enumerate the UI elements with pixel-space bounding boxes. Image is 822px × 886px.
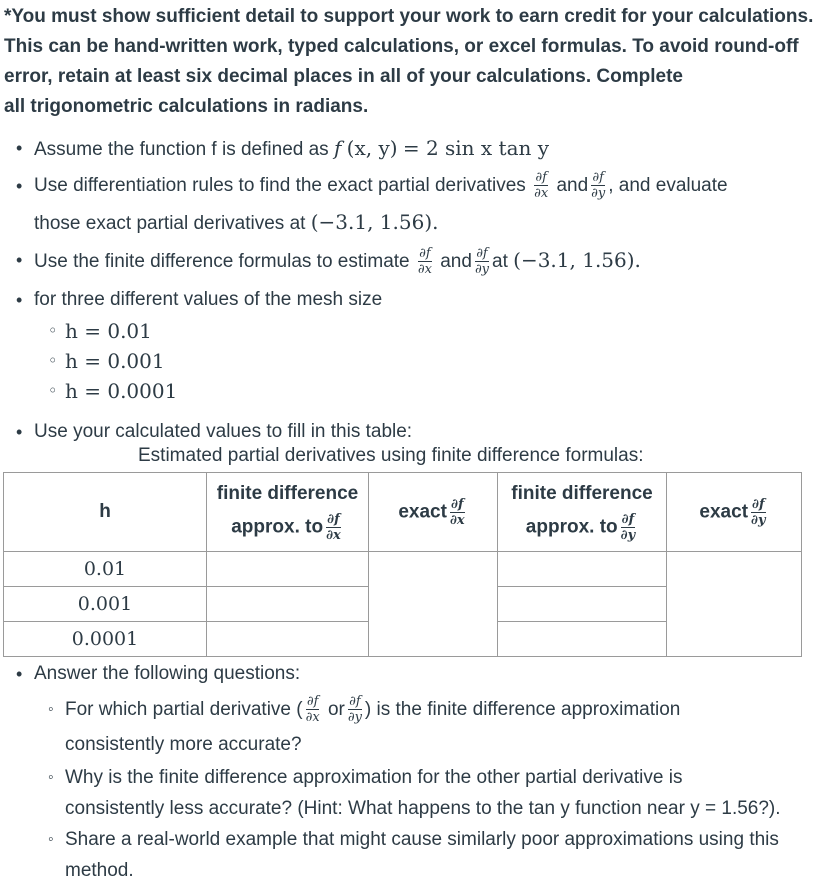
partial-fy-fraction: $\frac{\partial f}{\partial y}$ <box>591 170 606 202</box>
questions-block <box>0 656 800 886</box>
instructions-line-4: all trigonometric calculations in radians. <box>4 96 369 117</box>
fd-x-cell <box>207 587 369 622</box>
fd-x-cell <box>207 552 369 587</box>
task-exact-derivatives: • Use differentiation rules to find the exact partial derivatives $\frac{\partial f}{\partial x}$ and $\frac{\partial f}{\partial y}$ , and evaluate those exact partial derivatives at (−3.1, 1.56). <box>34 168 819 242</box>
header-exact-x: exact $\frac{\partial f}{\partial x}$ <box>369 473 498 552</box>
question-2: ◦ Why is the finite difference approximation for the other partial derivative is consistently less accurate? (Hint: What happens to the tan y function near y = 1.56?). <box>65 762 819 824</box>
mesh-size-list <box>34 316 819 406</box>
partial-fx-fraction: $\frac{\partial f}{\partial x}$ <box>326 511 341 543</box>
partial-fx-fraction: $\frac{\partial f}{\partial x}$ <box>534 170 549 202</box>
instructions-block <box>4 2 816 122</box>
instructions-line-2: This can be hand-written work, typed calculations, or excel formulas. To avoid round-off <box>4 36 799 57</box>
header-h: h <box>4 473 207 552</box>
task-list <box>0 130 819 450</box>
function-args: (x, y) <box>346 136 398 160</box>
mesh-size-item: ◦ h = 0.001 <box>65 346 819 376</box>
results-table <box>3 472 802 657</box>
partial-fy-fraction: $\frac{\partial f}{\partial y}$ <box>620 511 636 543</box>
row-h-value: 0.001 <box>4 587 207 622</box>
row-h-value: 0.01 <box>4 552 207 587</box>
partial-fx-fraction: $\frac{\partial f}{\partial x}$ <box>305 694 320 726</box>
mesh-size-item: ◦ h = 0.0001 <box>65 376 819 406</box>
fd-y-cell <box>498 622 667 657</box>
function-definition: = 2 sin x tan y <box>402 136 550 160</box>
task-mesh-sizes: • for three different values of the mesh size ◦ h = 0.01 ◦ h = 0.001 ◦ h = 0.0001 <box>34 284 819 406</box>
fd-x-cell <box>207 622 369 657</box>
table-row <box>4 552 802 587</box>
question-1: ◦ For which partial derivative ( $\frac{\partial f}{\partial x}$ or $\frac{\partial f}{\partial y}$ ) is the finite difference approximation consistently more accurate? <box>65 692 819 762</box>
partial-fy-fraction: $\frac{\partial f}{\partial y}$ <box>751 496 766 528</box>
exact-x-cell <box>369 552 498 657</box>
question-items <box>34 692 819 886</box>
evaluation-point: (−3.1, 1.56). <box>513 248 641 272</box>
partial-fy-fraction: $\frac{\partial f}{\partial y}$ <box>347 694 362 726</box>
task-fill-table: • Use your calculated values to fill in this table: <box>34 414 819 450</box>
header-exact-y: exact $\frac{\partial f}{\partial y}$ <box>667 473 802 552</box>
mesh-size-item: ◦ h = 0.01 <box>65 316 819 346</box>
row-h-value: 0.0001 <box>4 622 207 657</box>
function-name: f <box>333 136 342 160</box>
fd-y-cell <box>498 552 667 587</box>
question-3: ◦ Share a real-world example that might cause similarly poor approximations using this method. <box>65 824 819 886</box>
table-caption: Estimated partial derivatives using finite difference formulas: <box>138 445 644 466</box>
questions-lead: • Answer the following questions: ◦ For which partial derivative ( $\frac{\partial f}{\partial x}$ or $\frac{\partial f}{\partial y}$ ) is the finite difference approximation consistently more accurate? ◦ Why is the finite difference approximation for the other partial derivative is consistently less accurate? (Hint: What happens to the tan y function near y = 1.56?). ◦ Share a real-world example that might cause similarly poor approximations using this method. <box>34 656 819 886</box>
header-fd-x: finite difference approx. to $\frac{\partial f}{\partial x}$ <box>207 473 369 552</box>
instructions-line-1: *You must show sufficient detail to support your work to earn credit for your calculations. <box>4 6 814 27</box>
task-finite-difference: • Use the finite difference formulas to estimate $\frac{\partial f}{\partial x}$ and $\frac{\partial f}{\partial y}$ at (−3.1, 1.56). <box>34 242 819 280</box>
table-header-row <box>4 473 802 552</box>
fd-y-cell <box>498 587 667 622</box>
partial-fy-fraction: $\frac{\partial f}{\partial y}$ <box>474 246 490 278</box>
instructions-line-3: error, retain at least six decimal places in all of your calculations. Complete <box>4 66 683 87</box>
header-fd-y: finite difference approx. to $\frac{\partial f}{\partial y}$ <box>498 473 667 552</box>
exact-y-cell <box>667 552 802 657</box>
evaluation-point: (−3.1, 1.56). <box>310 210 439 234</box>
partial-fx-fraction: $\frac{\partial f}{\partial x}$ <box>449 496 465 528</box>
task-define-function: • Assume the function f is defined as f (x, y) = 2 sin x tan y <box>34 130 819 168</box>
partial-fx-fraction: $\frac{\partial f}{\partial x}$ <box>417 246 432 278</box>
questions-list <box>0 656 819 886</box>
